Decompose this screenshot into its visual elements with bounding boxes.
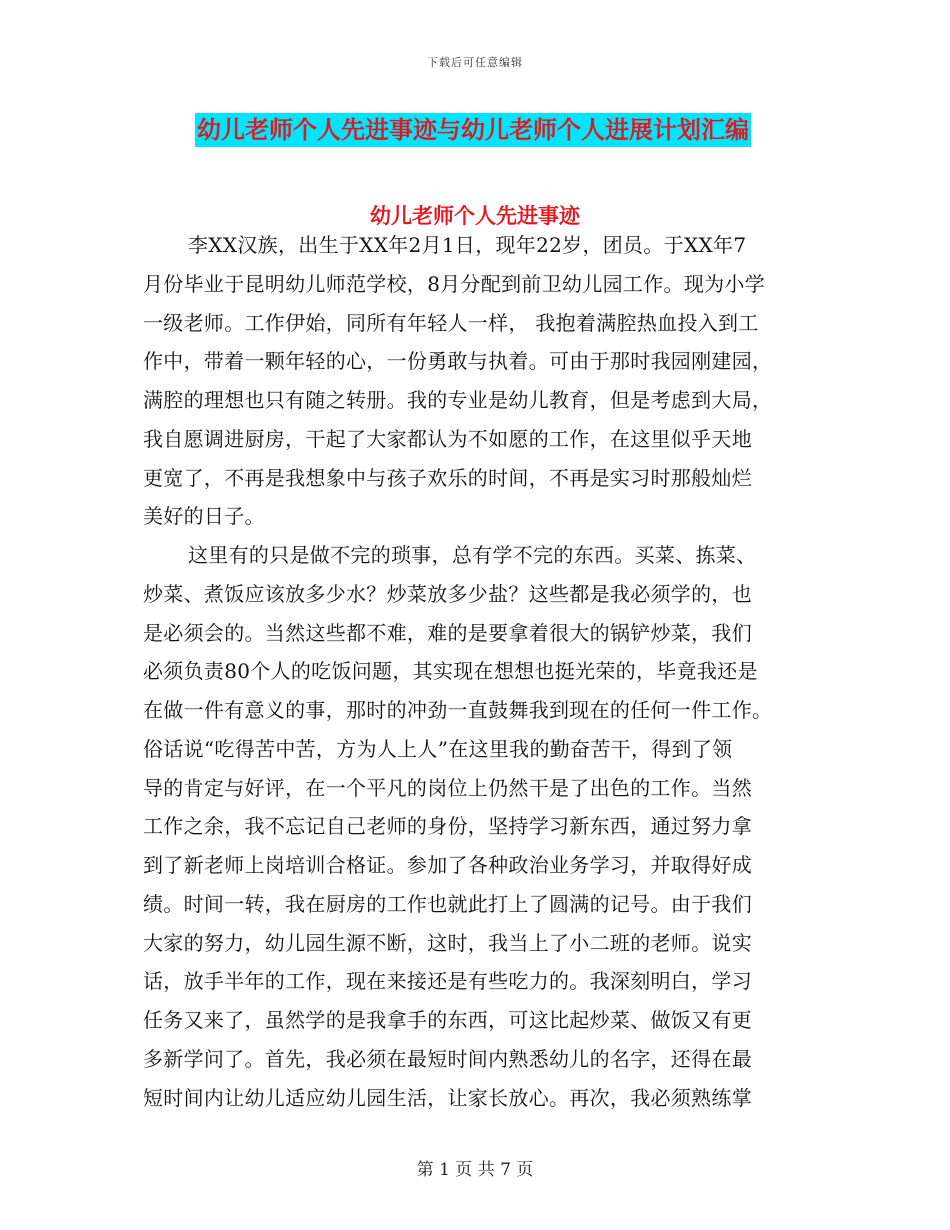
paragraph-line: 是必须会的。当然这些都不难，难的是要拿着很大的锅铲炒菜，我们 — [143, 620, 752, 645]
paragraph-line: 多新学问了。首先，我必须在最短时间内熟悉幼儿的名字，还得在最 — [143, 1046, 752, 1071]
paragraph-line: 到了新老师上岗培训合格证。参加了各种政治业务学习，并取得好成 — [143, 853, 752, 877]
paragraph-line: 月份毕业于昆明幼儿师范学校，8月分配到前卫幼儿园工作。现为小学 — [143, 271, 766, 296]
paragraph-line: 工作之余，我不忘记自己老师的身份，坚持学习新东西，通过努力拿 — [143, 814, 752, 839]
paragraph-line: 美好的日子。 — [143, 504, 265, 529]
paragraph-line: 更宽了，不再是我想象中与孩子欢乐的时间，不再是实习时那般灿烂 — [143, 465, 752, 490]
paragraph-line: 这里有的只是做不完的琐事，总有学不完的东西。买菜、拣菜、 — [188, 543, 757, 567]
paragraph-line: 短时间内让幼儿适应幼儿园生活，让家长放心。再次，我必须熟练掌 — [143, 1085, 752, 1110]
paragraph-line: 一级老师。工作伊始，同所有年轻人一样， 我抱着满腔热血投入到工 — [143, 310, 759, 335]
page-header-note: 下载后可任意编辑 — [427, 56, 523, 69]
main-title: 幼儿老师个人先进事迹与幼儿老师个人进展计划汇编 — [197, 115, 749, 144]
paragraph-line: 满腔的理想也只有随之转册。我的专业是幼儿教育，但是考虑到大局， — [143, 388, 773, 412]
paragraph-line: 在做一件有意义的事，那时的冲劲一直鼓舞我到现在的任何一件工作。 — [143, 698, 773, 722]
paragraph-line: 绩。时间一转，我在厨房的工作也就此打上了圆满的记号。由于我们 — [143, 891, 752, 916]
paragraph-line: 俗话说“吃得苦中苦，方为人上人”在这里我的勤奋苦干，得到了领 — [143, 736, 733, 761]
body-text — [143, 226, 808, 1117]
page-number-footer: 第 1 页 共 7 页 — [416, 1160, 534, 1180]
paragraph-line: 导的肯定与好评，在一个平凡的岗位上仍然干是了出色的工作。当然 — [143, 775, 752, 800]
paragraph-line: 大家的努力，幼儿园生源不断，这时，我当上了小二班的老师。说实 — [143, 930, 752, 955]
main-title-highlight — [195, 113, 751, 147]
section-title: 幼儿老师个人先进事迹 — [370, 203, 580, 228]
paragraph-line: 作中，带着一颗年轻的心，一份勇敢与执着。可由于那时我园刚建园， — [143, 349, 773, 374]
paragraph-line: 我自愿调进厨房，干起了大家都认为不如愿的工作，在这里似乎天地 — [143, 426, 752, 451]
paragraph-line: 炒菜、煮饭应该放多少水？炒菜放多少盐？这些都是我必须学的，也 — [143, 581, 752, 606]
paragraph-line: 李XX汉族，出生于XX年2月1日，现年22岁，团员。于XX年7 — [188, 233, 747, 257]
paragraph-line: 任务又来了，虽然学的是我拿手的东西，可这比起炒菜、做饭又有更 — [143, 1008, 752, 1032]
paragraph-line: 必须负责80个人的吃饭问题，其实现在想想也挺光荣的，毕竟我还是 — [143, 659, 758, 684]
paragraph-line: 话，放手半年的工作，现在来接还是有些吃力的。我深刻明白，学习 — [143, 969, 752, 994]
